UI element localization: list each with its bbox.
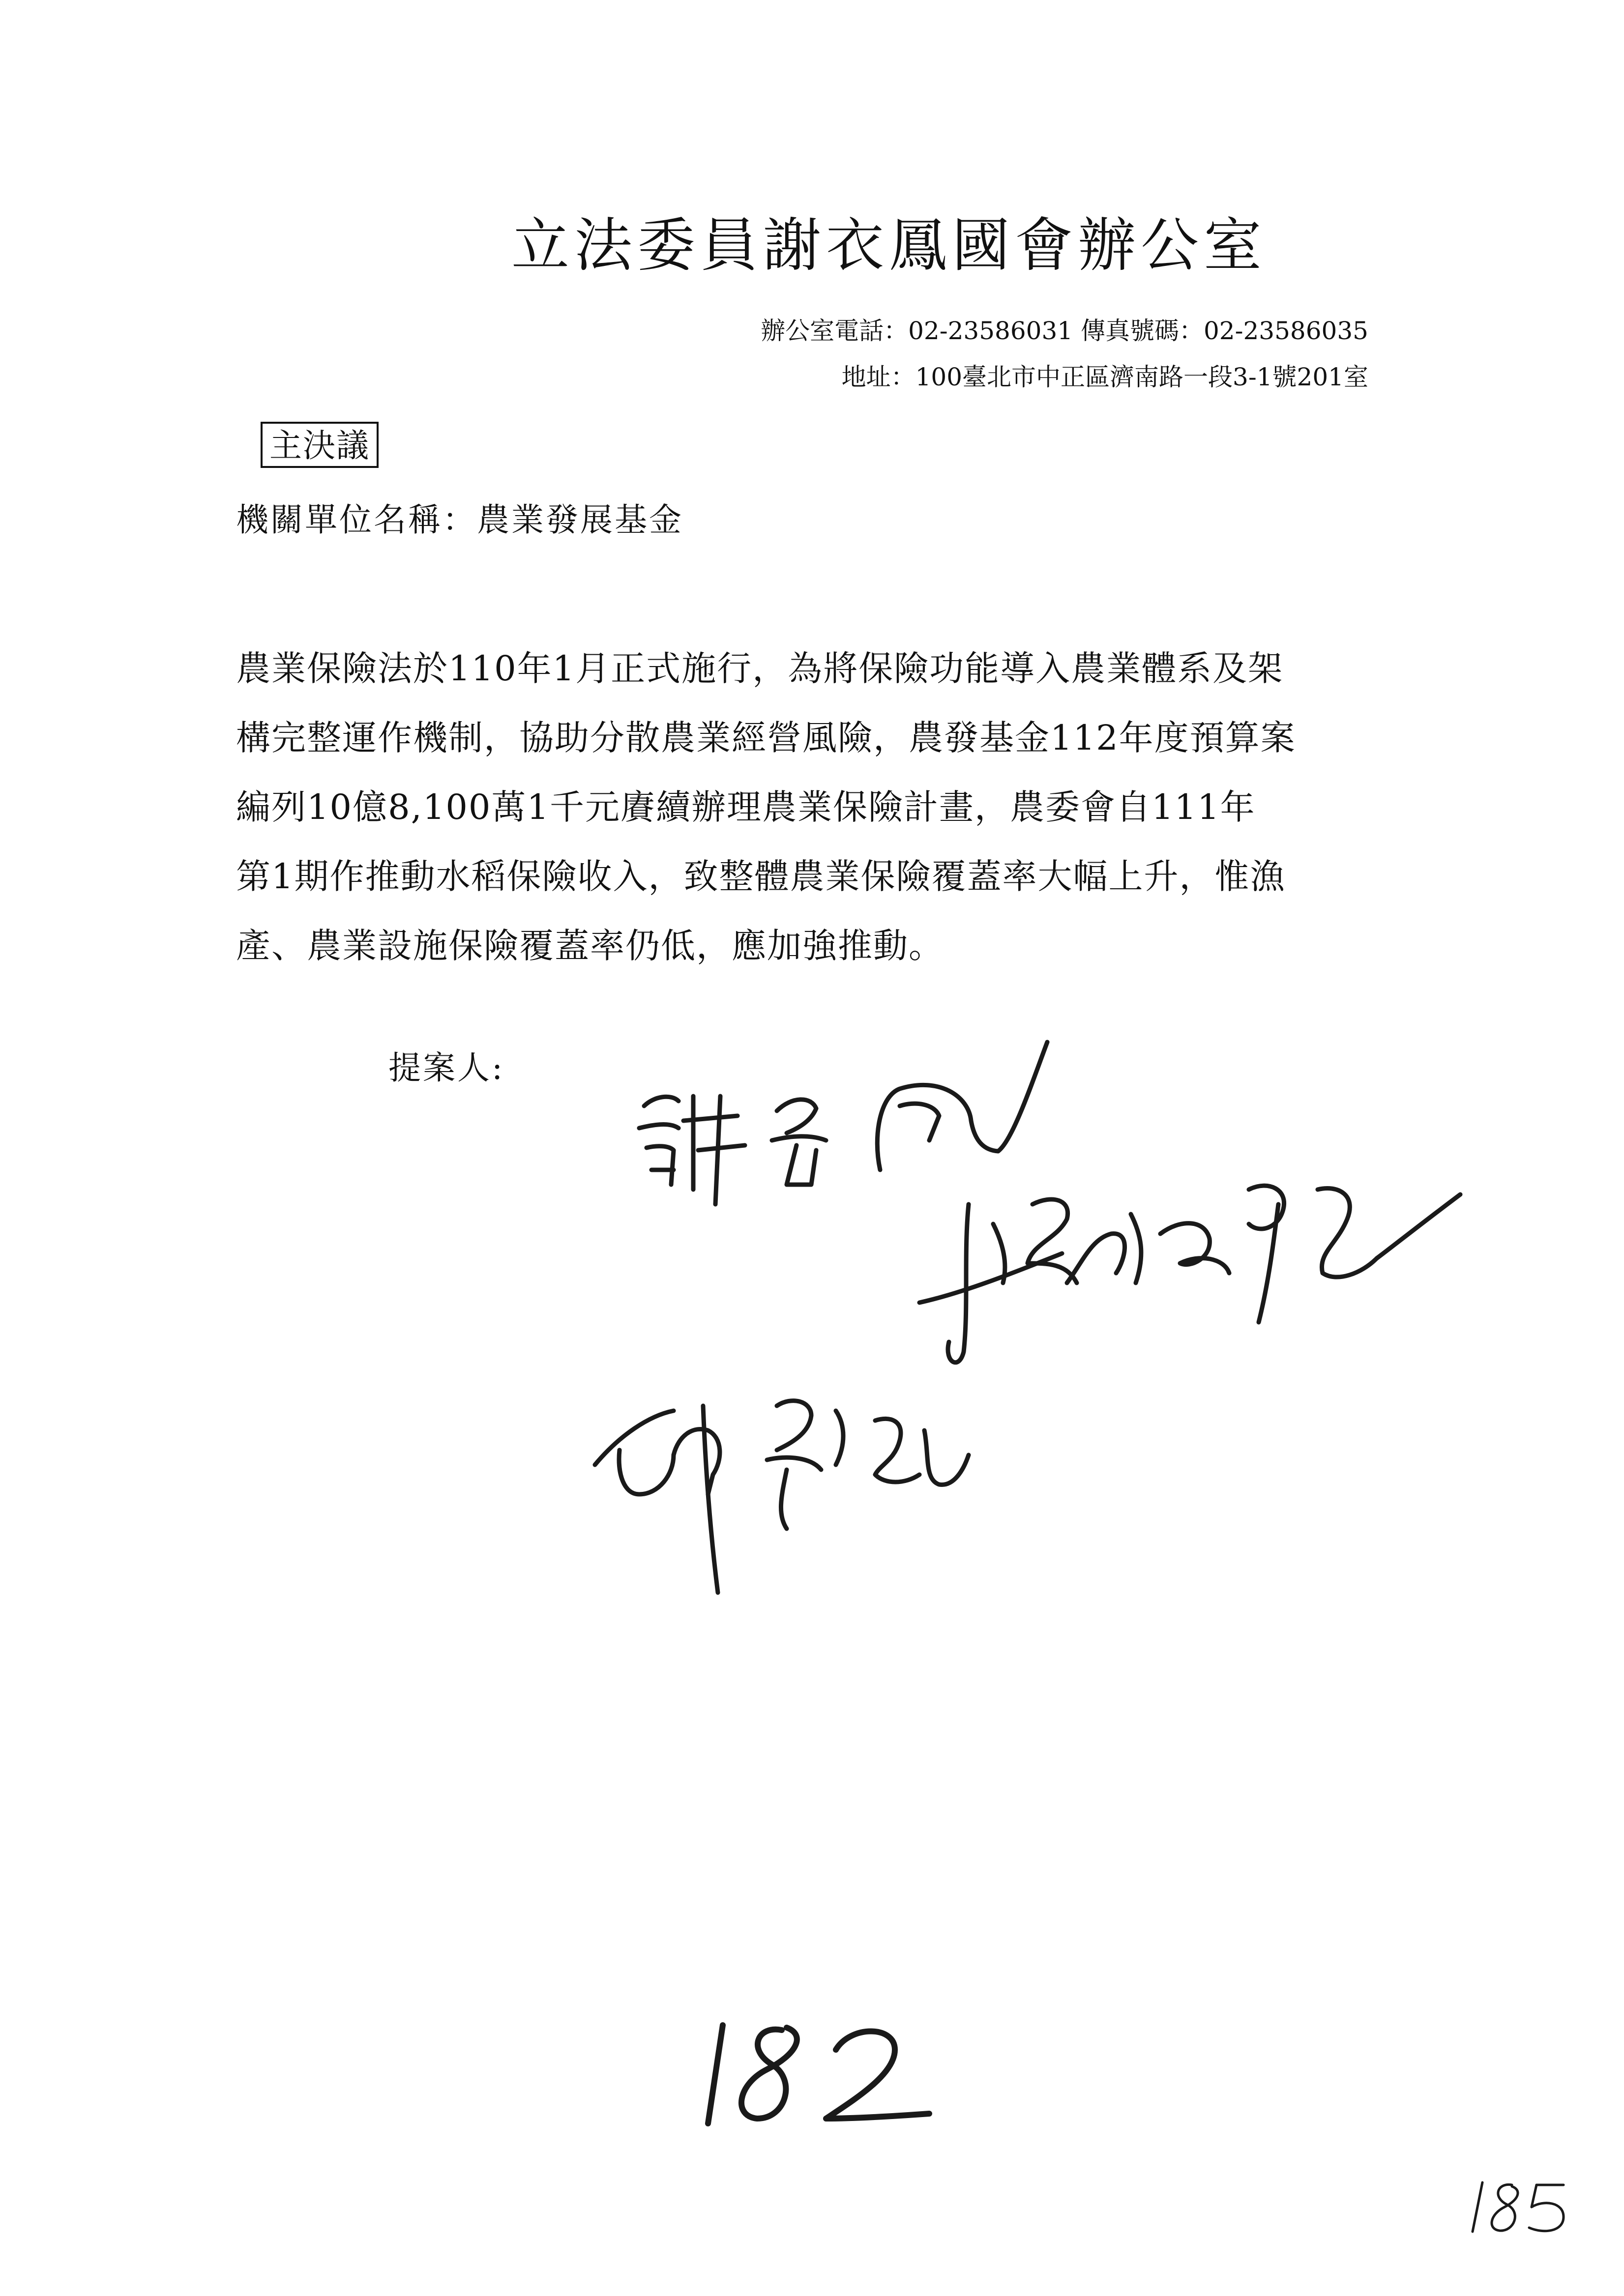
body-line: 編列10億8,100萬1千元賡續辦理農業保險計畫，農委會自111年 (236, 787, 1256, 827)
document-type-label: 主決議 (261, 422, 379, 468)
proposer-label: 提案人: (388, 1049, 505, 1087)
address-line: 地址：100臺北市中正區濟南路一段3-1號201室 (841, 363, 1368, 391)
agency-name-line: 機關單位名稱：農業發展基金 (236, 501, 683, 539)
body-line: 農業保險法於110年1月正式施行，為將保險功能導入農業體系及架 (236, 648, 1284, 689)
phone-fax-line: 辦公室電話：02-23586031 傳真號碼：02-23586035 (761, 317, 1368, 345)
resolution-body (236, 634, 1377, 981)
signature-3 (580, 1347, 1023, 1602)
body-line: 產、農業設施保險覆蓋率仍低，應加強推動。 (236, 926, 944, 966)
body-line: 構完整運作機制，協助分散農業經營風險，農發基金112年度預算案 (236, 718, 1296, 758)
body-line: 第1期作推動水稻保險收入，致整體農業保險覆蓋率大幅上升，惟漁 (236, 856, 1286, 897)
handwritten-page-number-corner (1465, 2173, 1573, 2241)
office-title: 立法委員謝衣鳳國會辦公室 (511, 211, 1267, 279)
handwritten-page-number-main (688, 1996, 944, 2143)
